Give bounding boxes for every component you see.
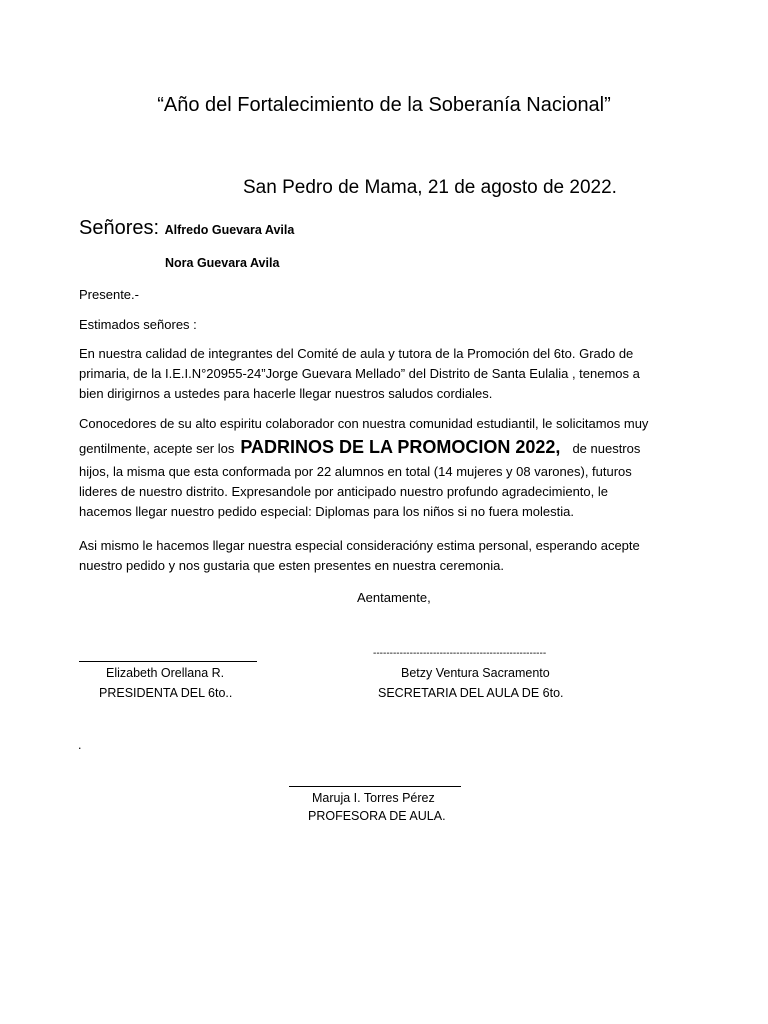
closing: Aentamente, — [357, 590, 431, 605]
paragraph-3-line: Asi mismo le hacemos llegar nuestra especial consideracióny estima personal, esperando acepte — [79, 538, 640, 553]
dateline: San Pedro de Mama, 21 de agosto de 2022. — [243, 177, 617, 198]
presente: Presente.- — [79, 287, 139, 302]
padrinos-highlight: PADRINOS DE LA PROMOCION 2022, — [240, 437, 561, 457]
signature-line-bottom — [289, 786, 461, 787]
signature-right-name: Betzy Ventura Sacramento — [401, 666, 550, 680]
recipient-name-1: Alfredo Guevara Avila — [164, 223, 295, 237]
motto-heading: “Año del Fortalecimiento de la Soberanía Nacional” — [157, 94, 611, 116]
paragraph-1-line: primaria, de la I.E.I.N°20955-24”Jorge Guevara Mellado” del Distrito de Santa Eulalia , tenemos a — [79, 366, 640, 381]
stray-dot: . — [78, 738, 82, 752]
paragraph-2 — [79, 414, 699, 522]
signature-bottom-role: PROFESORA DE AULA. — [308, 809, 446, 823]
signature-left-role: PRESIDENTA DEL 6to.. — [99, 686, 233, 700]
paragraph-2-line: hacemos llegar nuestro pedido especial: Diplomas para los niños si no fuera molestia. — [79, 504, 574, 519]
signature-line-left — [79, 661, 257, 662]
paragraph-2-line: Conocedores de su alto espiritu colaborador con nuestra comunidad estudiantil, le solicitamos muy — [79, 416, 649, 431]
signature-line-right: ---------------------------------------------------- — [373, 648, 547, 659]
paragraph-2-highlight-line — [79, 434, 699, 462]
greeting: Estimados señores : — [79, 317, 197, 332]
recipient-name-2: Nora Guevara Avila — [165, 256, 280, 270]
paragraph-3 — [79, 536, 699, 576]
signature-left-name: Elizabeth Orellana R. — [106, 666, 225, 680]
signature-bottom-name: Maruja I. Torres Pérez — [312, 791, 435, 805]
signature-right-role: SECRETARIA DEL AULA DE 6to. — [378, 686, 564, 700]
paragraph-1 — [79, 344, 699, 404]
paragraph-2-line: lideres de nuestro distrito. Expresandole por anticipado nuestro profundo agradecimiento, le — [79, 484, 608, 499]
salutation: Señores: — [79, 217, 160, 239]
paragraph-2-line: hijos, la misma que esta conformada por 22 alumnos en total (14 mujeres y 08 varones), futuros — [79, 464, 632, 479]
paragraph-1-line: En nuestra calidad de integrantes del Comité de aula y tutora de la Promoción del 6to. Grado de — [79, 346, 634, 361]
paragraph-2-post: de nuestros — [572, 441, 641, 456]
paragraph-2-pre: gentilmente, acepte ser los — [79, 441, 235, 456]
salutation-line — [79, 217, 294, 240]
paragraph-3-line: nuestro pedido y nos gustaria que esten presentes en nuestra ceremonia. — [79, 558, 504, 573]
paragraph-1-line: bien dirigirnos a ustedes para hacerle llegar nuestros saludos cordiales. — [79, 386, 493, 401]
